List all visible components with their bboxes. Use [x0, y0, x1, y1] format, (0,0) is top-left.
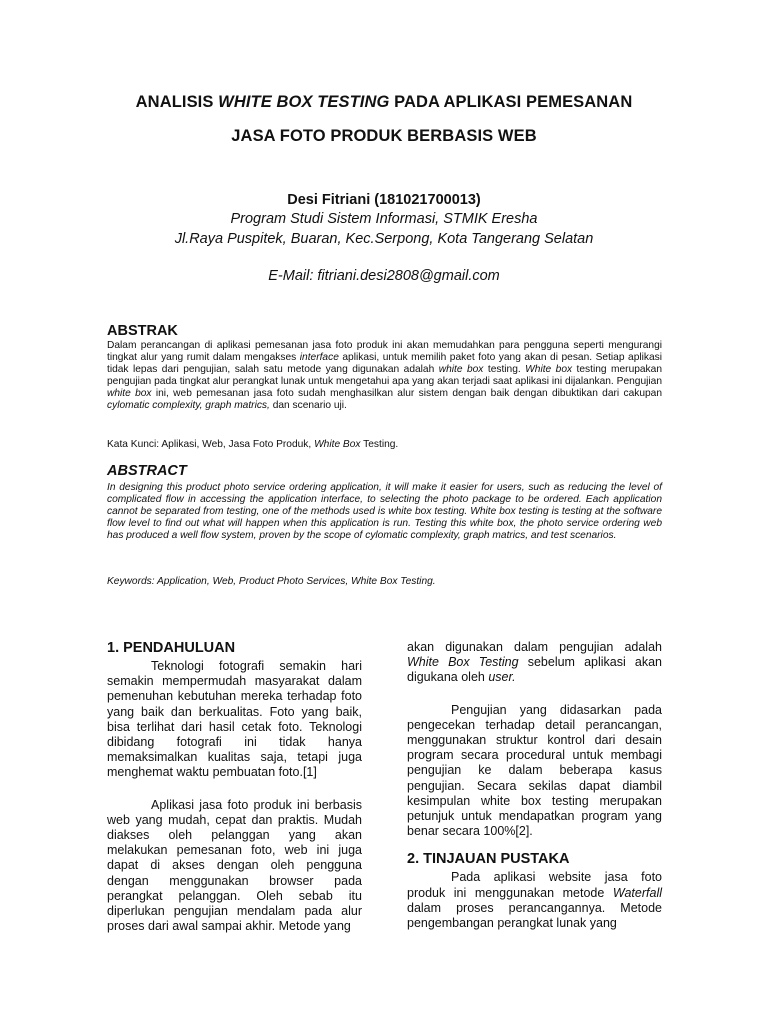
paragraph-gap: [407, 839, 662, 851]
section-1-paragraph-3: akan digunakan dalam pengujian adalah White Box Testing sebelum aplikasi akan digukana oleh user.: [407, 640, 663, 685]
kata-kunci: Kata Kunci: Aplikasi, Web, Jasa Foto Produk, White Box Testing.: [107, 439, 399, 450]
author-address: Jl.Raya Puspitek, Buaran, Kec.Serpong, Kota Tangerang Selatan: [174, 231, 594, 247]
author-name: Desi Fitriani (181021700013): [287, 192, 481, 208]
paper-title-line-2: JASA FOTO PRODUK BERBASIS WEB: [231, 127, 537, 145]
right-column: [407, 640, 662, 931]
section-2-paragraph-1: Pada aplikasi website jasa foto produk ini menggunakan metode Waterfall dalam proses perancangannya. Metode pengembangan perangkat lunak yang: [407, 870, 662, 931]
abstrak-paragraph: Dalam perancangan di aplikasi pemesanan jasa foto produk ini akan memudahkan para pengguna seperti mengurangi tingkat alur yang rumit dalam mengakses interface aplikasi, untuk memilih paket foto yang akan di pesan. Setiap aplikasi tidak lepas dari pengujian, salah satu metode yang digunakan adalah white box testing. White box testing merupakan pengujian pada tingkat alur perangkat lunak untuk mengetahui apa yang akan terjadi saat aplikasi ini dijalankan. Pengujian white box ini, web pemesanan jasa foto sudah menghasilkan alur sistem dengan baik dengan dibuktikan dari cakupan cylomatic complexity, graph matrics, dan scenario uji.: [107, 340, 663, 411]
section-2-heading: 2. TINJAUAN PUSTAKA: [407, 851, 570, 868]
paper-title-line-1: ANALISIS WHITE BOX TESTING PADA APLIKASI PEMESANAN: [135, 93, 633, 111]
keywords: Keywords: Application, Web, Product Photo Services, White Box Testing.: [107, 576, 436, 587]
paragraph-gap: [107, 781, 362, 798]
author-email: E-Mail: fitriani.desi2808@gmail.com: [268, 268, 500, 284]
title-emphasis: WHITE BOX TESTING: [218, 93, 390, 111]
left-column: [107, 640, 362, 934]
author-affiliation: Program Studi Sistem Informasi, STMIK Eresha: [230, 211, 538, 227]
abstract-paragraph: In designing this product photo service ordering application, it will make it easier for users, such as reducing the level of complicated flow in accessing the application interface, to selecting the photo package to be ordered. Each application cannot be separated from testing, one of the methods used is white box testing. White box testing is testing at the software flow level to find out what will happen when this application is run. Testing this white box, the photo service ordering web has produced a well flow system, proven by the scope of cylomatic complexity, graph matrics, and test scenarios.: [107, 482, 662, 541]
section-1-paragraph-1: Teknologi fotografi semakin hari semakin mempermudah masyarakat dalam pemenuhan kebutuhan mereka terhadap foto yang baik dan berkualitas. Foto yang baik, bisa terlihat dari hasil cetak foto. Teknologi dibidang fotografi ini tidak hanya memaksimalkan kualitas saja, tetapi juga menghemat waktu pembuatan foto.[1]: [107, 659, 362, 780]
paragraph-gap: [407, 686, 662, 703]
section-1-paragraph-2: Aplikasi jasa foto produk ini berbasis web yang mudah, cepat dan praktis. Mudah diakses oleh pelanggan yang akan melakukan pemesanan foto, web ini juga dapat di akses dengan oleh pengguna dengan menggunakan browser pada perangkat pelanggan. Oleh sebab itu diperlukan pengujian mendalam pada alur proses dari awal sampai akhir. Metode yang: [107, 797, 362, 934]
abstract-heading: ABSTRACT: [107, 463, 187, 479]
abstrak-heading: ABSTRAK: [107, 323, 178, 339]
section-1-paragraph-4: Pengujian yang didasarkan pada pengecekan terhadap detail perancangan, menggunakan struktur kontrol dari desain program secara procedural untuk membagi pengujian ke dalam beberapa kasus pengujian. Secara sekilas dapat diambil kesimpulan white box testing merupakan petunjuk untuk mendapatkan program yang benar secara 100%[2].: [407, 702, 662, 839]
section-1-heading: 1. PENDAHULUAN: [107, 640, 236, 656]
